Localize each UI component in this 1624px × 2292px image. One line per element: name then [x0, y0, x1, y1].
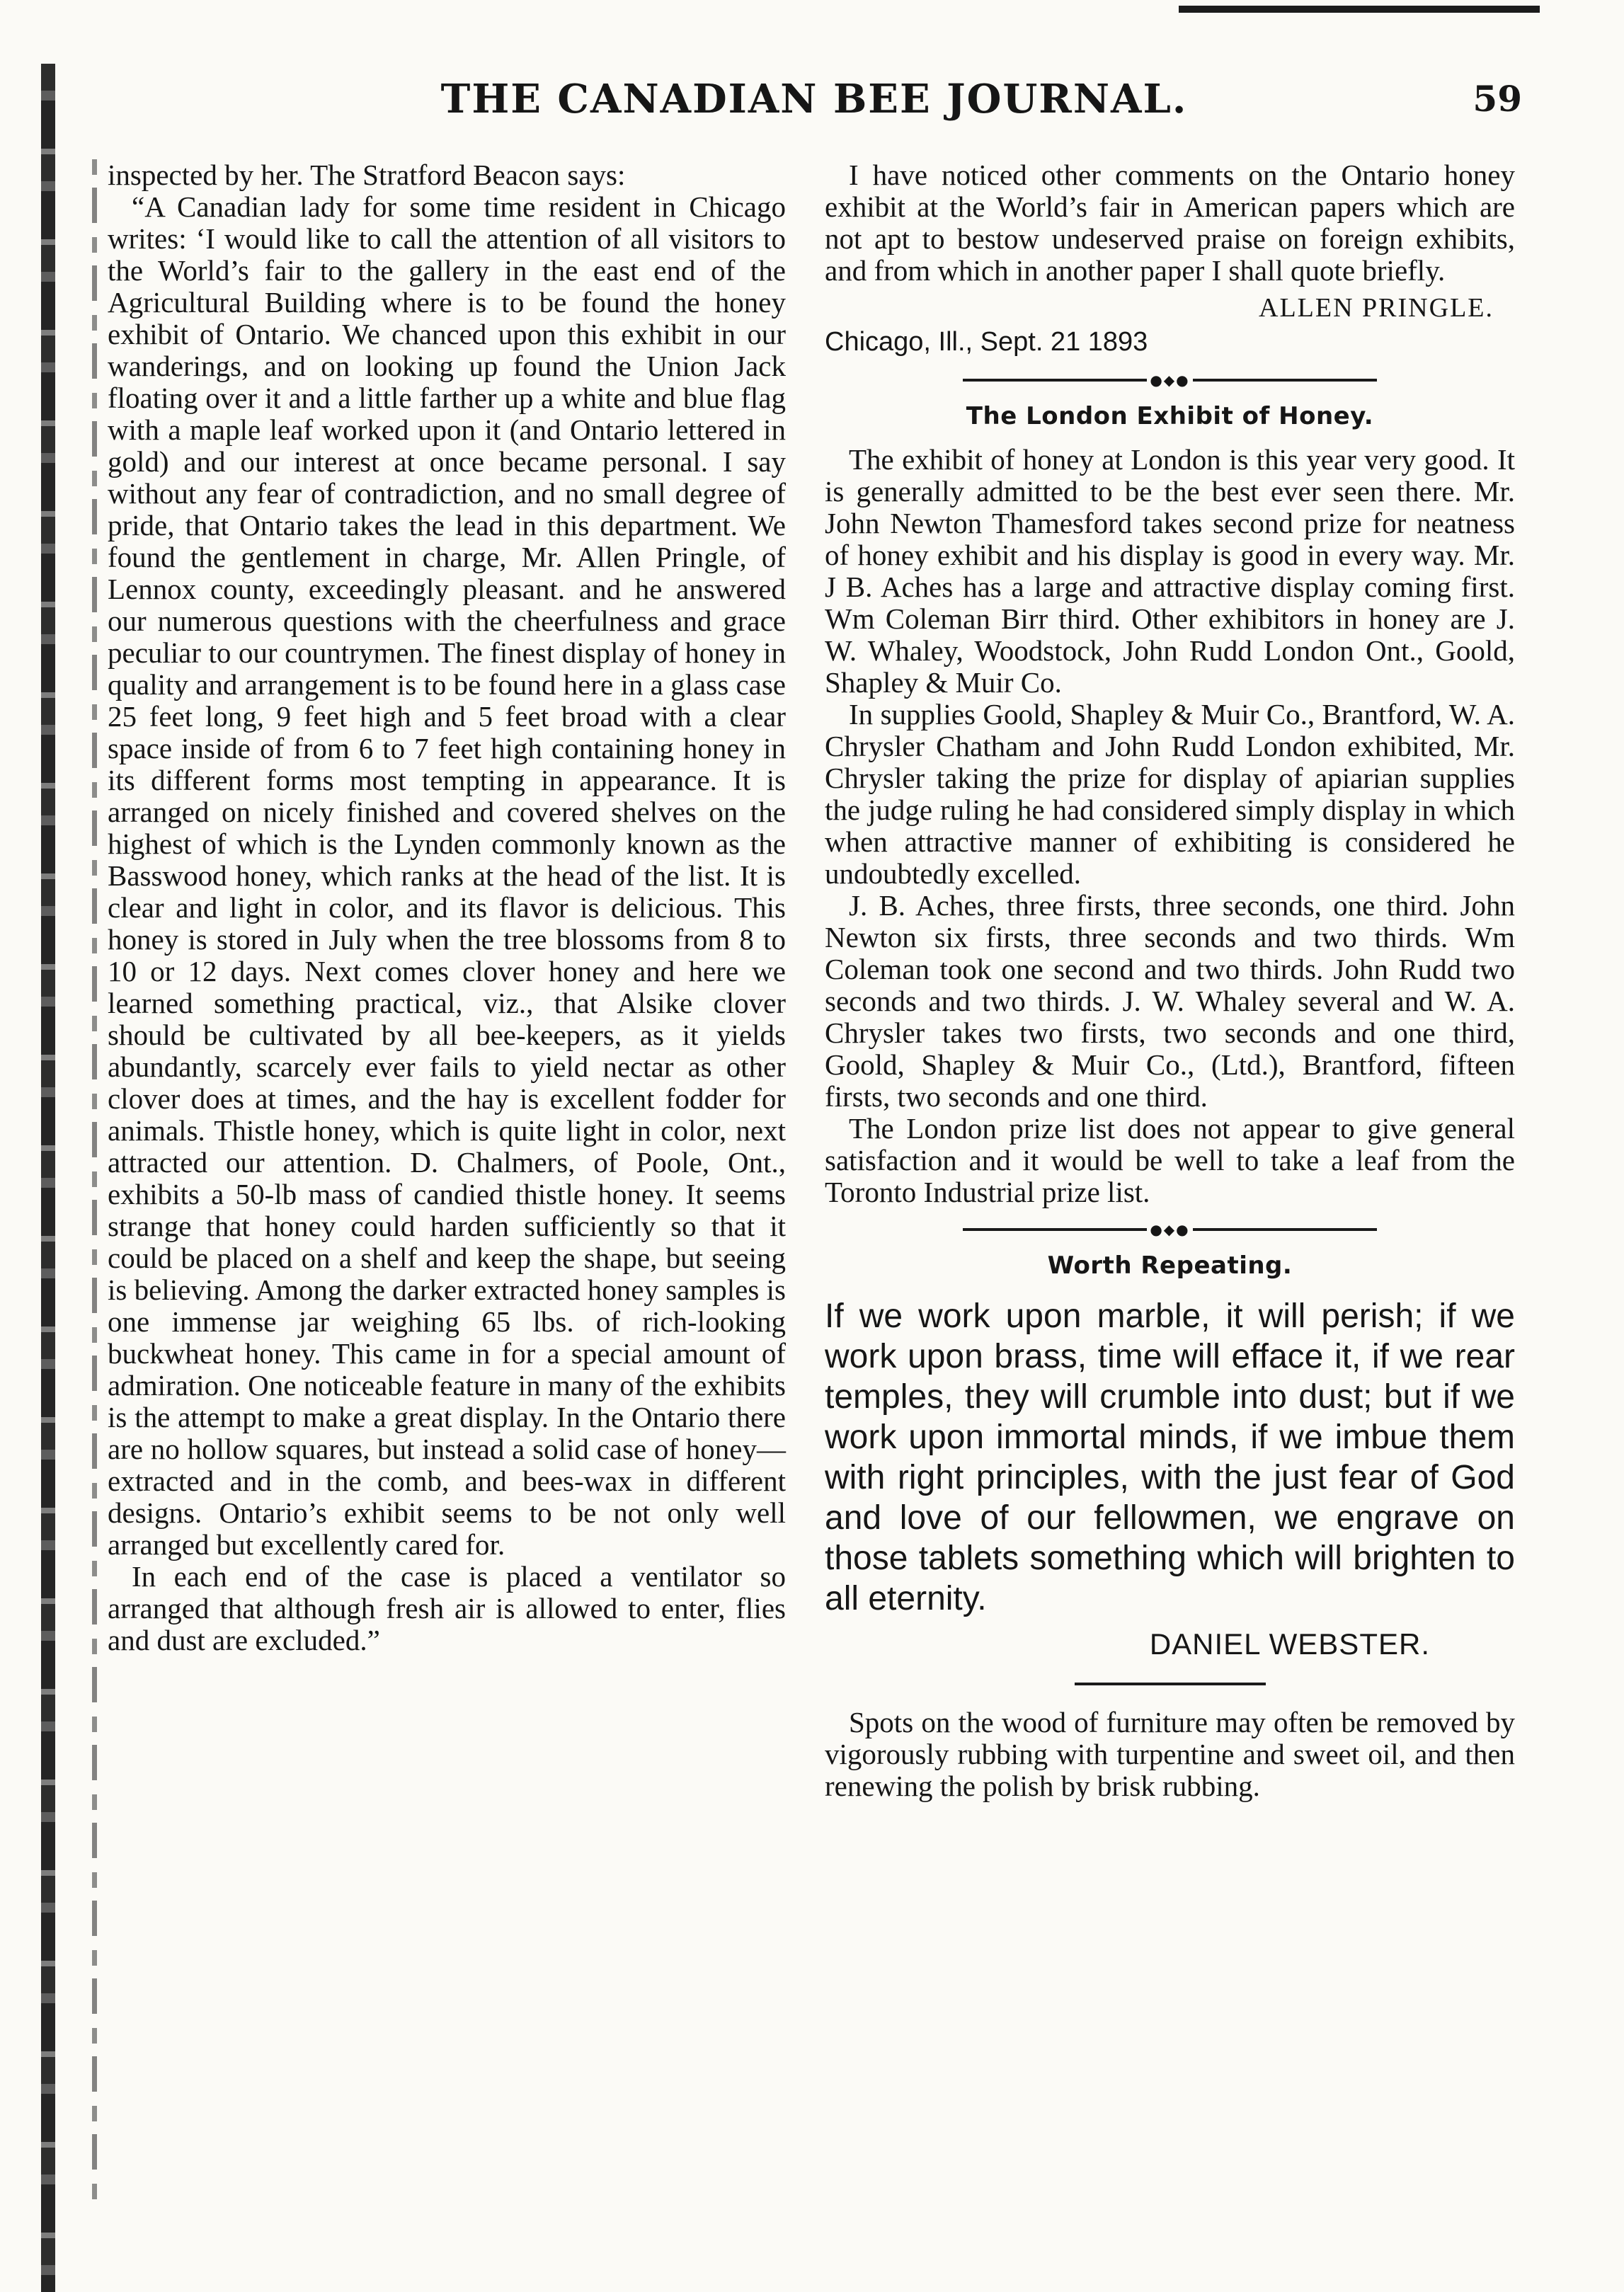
- left-paragraph-intro: inspected by her. The Stratford Beacon says:: [108, 159, 626, 191]
- signature-allen-pringle: ALLEN PRINGLE.: [1259, 293, 1494, 323]
- page-header: [106, 71, 1522, 127]
- london-paragraph-2: In supplies Goold, Shapley & Muir Co., Brantford, W. A. Chrysler Chatham and John Rudd London exhibited, Mr. Chrysler taking the prize for display of apiarian supplies the judge ruling he had considered simply display in which when attractive manner of exhibiting is considered he undoubtedly excelled.: [825, 698, 1515, 890]
- london-paragraph-1: The exhibit of honey at London is this year very good. It is generally admitted to be the best ever seen there. Mr. John Newton Thamesford takes second prize for neatness of honey exhibit and his display is good in every way. Mr. J B. Aches has a large and attractive display coming first. Wm Coleman Birr third. Other exhibitors in honey are J. W. Whaley, Woodstock, John Rudd London Ont., Goold, Shapley & Muir Co.: [825, 443, 1515, 699]
- scan-top-rule: [1179, 6, 1540, 13]
- spots-paragraph: Spots on the wood of furniture may often be removed by vigorously rubbing with turpentine and sweet oil, and then renewing the polish by brisk rubbing.: [825, 1706, 1515, 1802]
- short-rule: [1075, 1683, 1266, 1685]
- page-number: 59: [1473, 78, 1522, 120]
- journal-title: THE CANADIAN BEE JOURNAL.: [440, 76, 1188, 122]
- divider-bar-left: [963, 379, 1147, 382]
- dateline: Chicago, Ill., Sept. 21 1893: [825, 327, 1148, 357]
- london-paragraph-3: J. B. Aches, three firsts, three seconds, one third. John Newton six firsts, three seconds and two thirds. Wm Coleman took one second and two thirds. John Rudd two seconds and two thirds. J. W. Whaley several and W. A. Chrysler takes two firsts, two seconds and one third, Goold, Shapley & Muir Co., (Ltd.), Brantford, fifteen firsts, two seconds and one third.: [825, 889, 1515, 1113]
- heading-london-exhibit: The London Exhibit of Honey.: [966, 402, 1374, 430]
- scan-binding-edge: [41, 64, 55, 2292]
- divider-bar-left: [963, 1228, 1147, 1231]
- london-paragraph-4: The London prize list does not appear to give general satisfaction and it would be well to take a leaf from the Toronto Industrial prize list.: [825, 1112, 1515, 1208]
- divider-bar-right: [1193, 1228, 1377, 1231]
- left-paragraph-ventilator: In each end of the case is placed a ventilator so arranged that although fresh air is allowed to enter, flies and dust are excluded.”: [108, 1560, 786, 1656]
- divider-ornament-icon: ●◆●: [1150, 1221, 1190, 1238]
- right-intro-paragraph: I have noticed other comments on the Ontario honey exhibit at the World’s fair in American papers which are not apt to bestow undeserved praise on foreign exhibits, and from which in another paper I shall quote briefly.: [825, 159, 1515, 287]
- heading-worth-repeating: Worth Repeating.: [1047, 1251, 1293, 1280]
- scan-binding-shadow: [92, 159, 97, 2212]
- webster-quote: If we work upon marble, it will perish; if we work upon brass, time will efface it, if we rear temples, they will crumble into dust; but if we work upon immortal minds, if we imbue them with right principles, with the just fear of God and love of our fellowmen, we engrave on those tablets something which will brighten to all eternity.: [825, 1297, 1515, 1617]
- left-paragraph-quote: “A Canadian lady for some time resident in Chicago writes: ‘I would like to call the attention of all visitors to the World’s fair to the gallery in the east end of the Agricultural Building where is to be found the honey exhibit of Ontario. We chanced upon this exhibit in our wanderings, and on looking up found the Union Jack floating over it and a little farther up a white and blue flag with a maple leaf worked upon it (and Ontario lettered in gold) and our interest at once became personal. I say without any fear of contradiction, and no small degree of pride, that Ontario takes the lead in this department. We found the gentlement in charge, Mr. Allen Pringle, of Lennox county, exceedingly pleasant. and he answered our numerous questions with the cheerfulness and grace peculiar to our countrymen. The finest display of honey in quality and arrangement is to be found here in a glass case 25 feet long, 9 feet high and 5 feet broad with a clear space inside of from 6 to 7 feet high containing honey in its different forms most tempting in appearance. It is arranged on nicely finished and covered shelves on the highest of which is the Lynden commonly known as the Basswood honey, which ranks at the head of the list. It is clear and light in color, and its flavor is delicious. This honey is stored in July when the tree blossoms from 8 to 10 or 12 days. Next comes clover honey and here we learned something practical, viz., that Alsike clover should be cultivated by all bee-keepers, as it yields abundantly, scarcely ever fails to yield nectar as other clover does at times, and the hay is excellent fodder for animals. Thistle honey, which is quite light in color, next attracted our attention. D. Chalmers, of Poole, Ont., exhibits a 50-lb mass of candied thistle honey. It seems strange that honey could harden sufficiently so that it could be placed on a shelf and keep the shape, but seeing is believing. Among the darker extracted honey samples is one immense jar weighing 65 lbs. of rich-looking buckwheat honey. This came in for a special amount of admiration. One noticeable feature in many of the exhibits is the attempt to make a great display. In the Ontario there are no hollow squares, but instead a solid case of honey—extracted and in the comb, and bees-wax in different designs. Ontario’s exhibit seems to be not only well arranged but excellently cared for.: [108, 190, 786, 1561]
- left-column: [108, 159, 786, 1656]
- divider-bar-right: [1193, 379, 1377, 382]
- ornamental-divider: [825, 373, 1515, 387]
- quote-author: DANIEL WEBSTER.: [1149, 1627, 1430, 1661]
- right-column: [825, 159, 1515, 1802]
- ornamental-divider-2: [825, 1222, 1515, 1237]
- divider-ornament-icon: ●◆●: [1150, 372, 1190, 389]
